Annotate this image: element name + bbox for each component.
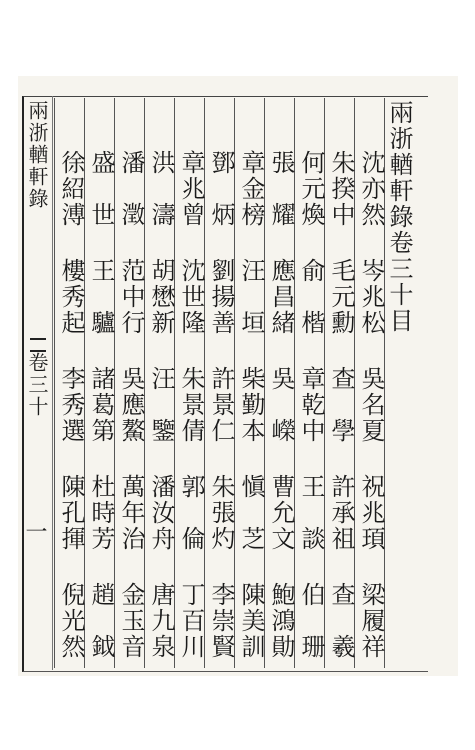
name-entry: 朱揆中	[327, 150, 355, 228]
name-entry: 吳應鰲	[117, 366, 145, 444]
name-entry: 汪 垣	[237, 258, 265, 336]
name-entry: 梁履祥	[357, 582, 385, 660]
name-entry: 柴勤本	[237, 366, 265, 444]
name-entry: 伯 珊	[297, 582, 325, 660]
name-entry: 王 談	[297, 474, 325, 552]
name-entry: 鮑鴻勛	[267, 582, 295, 660]
name-entry: 范中行	[117, 258, 145, 336]
name-entry: 陳孔揮	[57, 474, 85, 552]
name-entry: 鄧 炳	[207, 150, 235, 228]
page-title: 兩浙輶軒錄卷三十目	[385, 100, 413, 334]
name-entry: 徐紹溥	[57, 150, 85, 228]
name-entry: 盛 世	[87, 150, 115, 228]
name-entry: 金玉音	[117, 582, 145, 660]
name-entry: 杜時芳	[87, 474, 115, 552]
name-entry: 陳美訓	[237, 582, 265, 660]
name-entry: 唐九泉	[147, 582, 175, 660]
name-entry: 查 學	[327, 366, 355, 444]
name-entry: 郭 倫	[177, 474, 205, 552]
name-entry: 岑兆松	[357, 258, 385, 336]
name-entry: 李崇賢	[207, 582, 235, 660]
name-entry: 張 耀	[267, 150, 295, 228]
name-entry: 愼 芝	[237, 474, 265, 552]
name-entry: 樓秀起	[57, 258, 85, 336]
name-entry: 祝兆頊	[357, 474, 385, 552]
fishtail-mark	[30, 338, 46, 352]
name-entry: 許景仁	[207, 366, 235, 444]
name-entry: 倪光然	[57, 582, 85, 660]
name-entry: 朱景倩	[177, 366, 205, 444]
column-rule	[54, 98, 55, 668]
name-entry: 吳名夏	[357, 366, 385, 444]
name-entry: 王 驢	[87, 258, 115, 336]
name-entry: 趙 鉞	[87, 582, 115, 660]
name-entry: 胡懋新	[147, 258, 175, 336]
name-entry: 吳 嶸	[267, 366, 295, 444]
name-entry: 劉揚善	[207, 258, 235, 336]
name-entry: 毛元勳	[327, 258, 355, 336]
name-entry: 沈亦然	[357, 150, 385, 228]
name-entry: 洪 濤	[147, 150, 175, 228]
name-entry: 沈世隆	[177, 258, 205, 336]
name-entry: 應昌緒	[267, 258, 295, 336]
name-entry: 章金榜	[237, 150, 265, 228]
name-entry: 李秀選	[57, 366, 85, 444]
name-entry: 章兆曾	[177, 150, 205, 228]
name-entry: 諸葛第	[87, 366, 115, 444]
name-entry: 許承祖	[327, 474, 355, 552]
name-entry: 何元煥	[297, 150, 325, 228]
leaf-number: 一	[22, 520, 47, 546]
name-entry: 查 羲	[327, 582, 355, 660]
name-entry: 丁百川	[177, 582, 205, 660]
fold-juan: 卷三十	[25, 352, 49, 418]
name-entry: 俞 楷	[297, 258, 325, 336]
fold-heading: 兩浙輶軒錄	[25, 100, 49, 210]
name-entry: 潘 澂	[117, 150, 145, 228]
name-entry: 曹允文	[267, 474, 295, 552]
name-entry: 萬年治	[117, 474, 145, 552]
name-entry: 章乾中	[297, 366, 325, 444]
name-entry: 汪 鑒	[147, 366, 175, 444]
name-entry: 朱張灼	[207, 474, 235, 552]
name-entry: 潘汝舟	[147, 474, 175, 552]
